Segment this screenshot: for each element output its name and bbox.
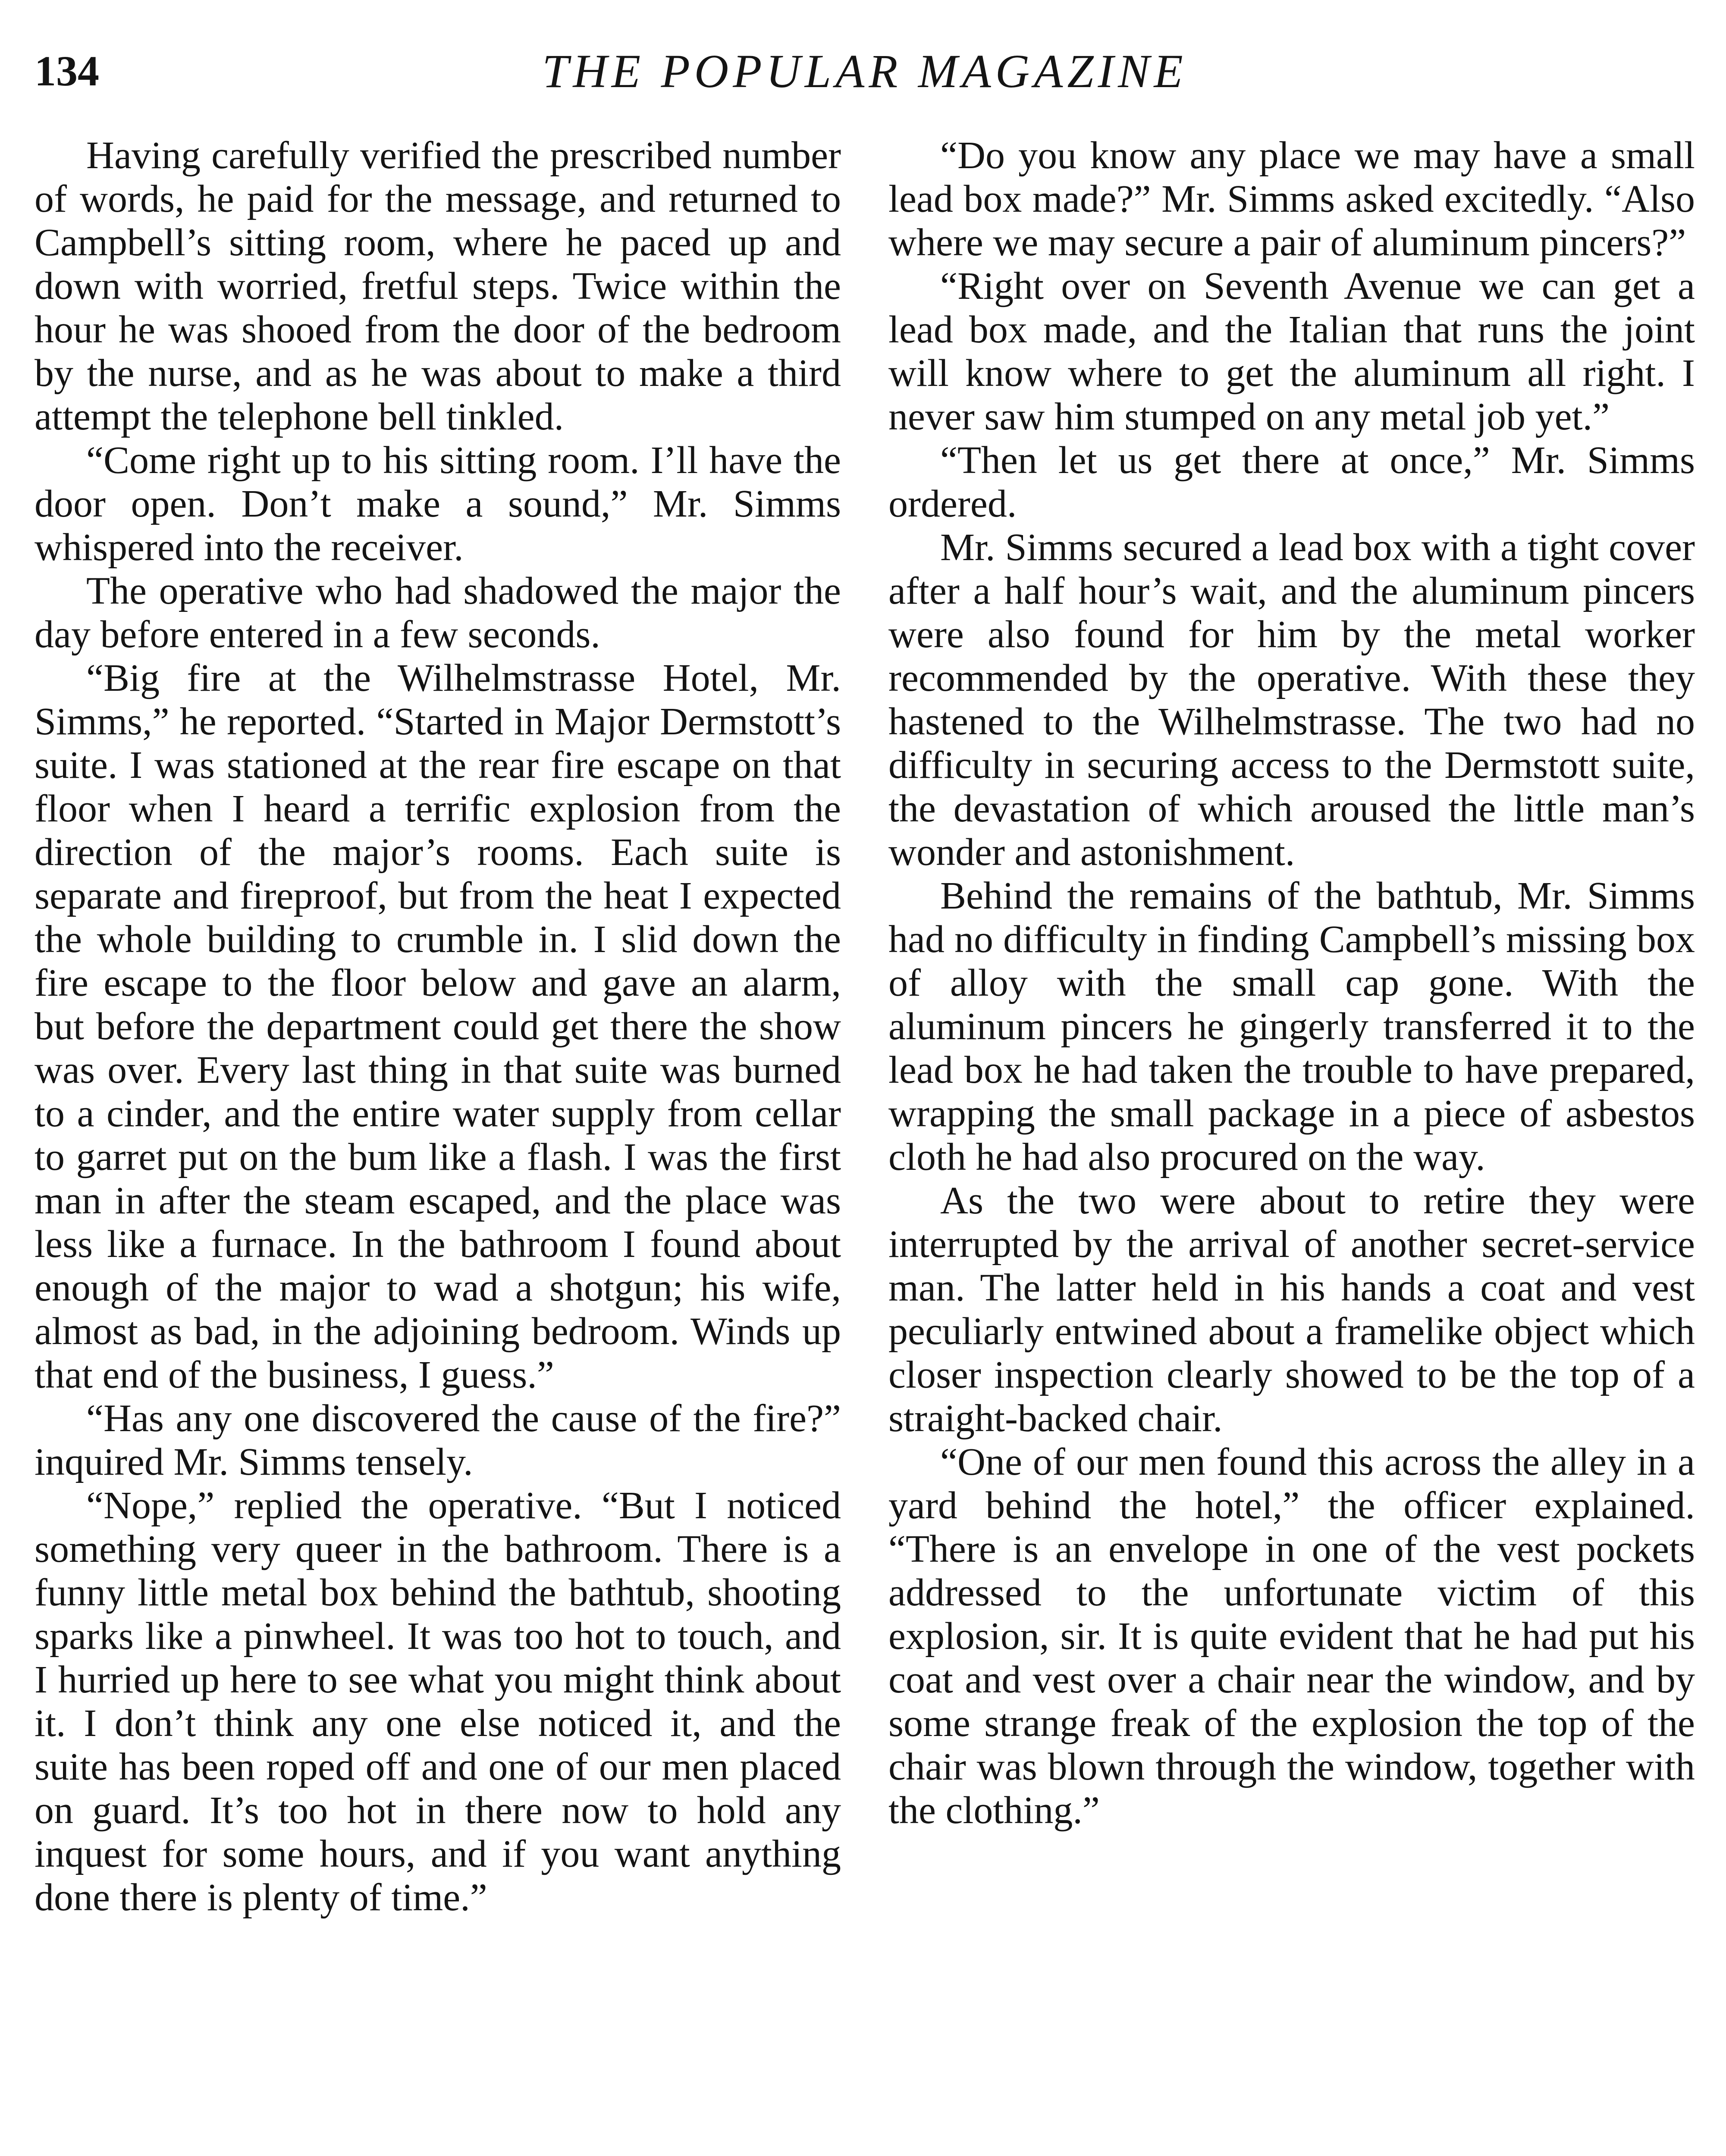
paragraph: “Has any one discovered the cause of the fire?” inquired Mr. Simms tensely. <box>35 1397 841 1483</box>
left-column <box>35 134 841 1919</box>
paragraph: Having carefully verified the prescribed number of words, he paid for the message, and returned to Campbell’s sitting room, where he paced up and down with worried, fretful steps. Twice within the hour he was shooed from the door of the bedroom by the nurse, and as he was about to make a third attempt the telephone bell tinkled. <box>35 134 841 438</box>
paragraph: “One of our men found this across the alley in a yard behind the hotel,” the officer explained. “There is an envelope in one of the vest pockets addressed to the unfortunate victim of this explosion, sir. It is quite evident that he had put his coat and vest over a chair near the window, and by some strange freak of the explosion the top of the chair was blown through the window, together with the clothing.” <box>888 1441 1695 1832</box>
paragraph: “Right over on Seventh Avenue we can get a lead box made, and the Italian that runs the joint will know where to get the aluminum all right. I never saw him stumped on any metal job yet.” <box>888 265 1695 438</box>
paragraph: “Do you know any place we may have a small lead box made?” Mr. Simms asked excitedly. “Also where we may secure a pair of aluminum pincers?” <box>888 134 1695 264</box>
paragraph: Mr. Simms secured a lead box with a tight cover after a half hour’s wait, and the aluminum pincers were also found for him by the metal worker recommended by the operative. With these they hastened to the Wilhelmstrasse. The two had no difficulty in securing access to the Dermstott suite, the devastation of which aroused the little man’s wonder and astonishment. <box>888 526 1695 874</box>
paragraph: Behind the remains of the bathtub, Mr. Simms had no difficulty in finding Campbell’s missing box of alloy with the small cap gone. With the aluminum pincers he gingerly transferred it to the lead box he had taken the trouble to have prepared, wrapping the small package in a piece of asbestos cloth he had also procured on the way. <box>888 874 1695 1178</box>
paragraph: “Then let us get there at once,” Mr. Simms ordered. <box>888 439 1695 525</box>
paragraph: “Come right up to his sitting room. I’ll have the door open. Don’t make a sound,” Mr. Simms whispered into the receiver. <box>35 439 841 569</box>
page-header <box>35 41 1695 101</box>
paragraph: “Big fire at the Wilhelmstrasse Hotel, Mr. Simms,” he reported. “Started in Major Dermstott’s suite. I was stationed at the rear fire escape on that floor when I heard a terrific explosion from the direction of the major’s rooms. Each suite is separate and fireproof, but from the heat I expected the whole building to crumble in. I slid down the fire escape to the floor below and gave an alarm, but before the department could get there the show was over. Every last thing in that suite was burned to a cinder, and the entire water supply from cellar to garret put on the bum like a flash. I was the first man in after the steam escaped, and the place was less like a furnace. In the bathroom I found about enough of the major to wad a shotgun; his wife, almost as bad, in the adjoining bedroom. Winds up that end of the business, I guess.” <box>35 657 841 1396</box>
paragraph: The operative who had shadowed the major the day before entered in a few seconds. <box>35 570 841 656</box>
paragraph: As the two were about to retire they were interrupted by the arrival of another secret-service man. The latter held in his hands a coat and vest peculiarly entwined about a framelike object which closer inspection clearly showed to be the top of a straight-backed chair. <box>888 1179 1695 1440</box>
paragraph: “Nope,” replied the operative. “But I noticed something very queer in the bathroom. There is a funny little metal box behind the bathtub, shooting sparks like a pinwheel. It was too hot to touch, and I hurried up here to see what you might think about it. I don’t think any one else noticed it, and the suite has been roped off and one of our men placed on guard. It’s too hot in there now to hold any inquest for some hours, and if you want anything done there is plenty of time.” <box>35 1484 841 1919</box>
page-number: 134 <box>35 47 99 95</box>
running-title: THE POPULAR MAGAZINE <box>542 45 1187 97</box>
right-column <box>888 134 1695 1832</box>
